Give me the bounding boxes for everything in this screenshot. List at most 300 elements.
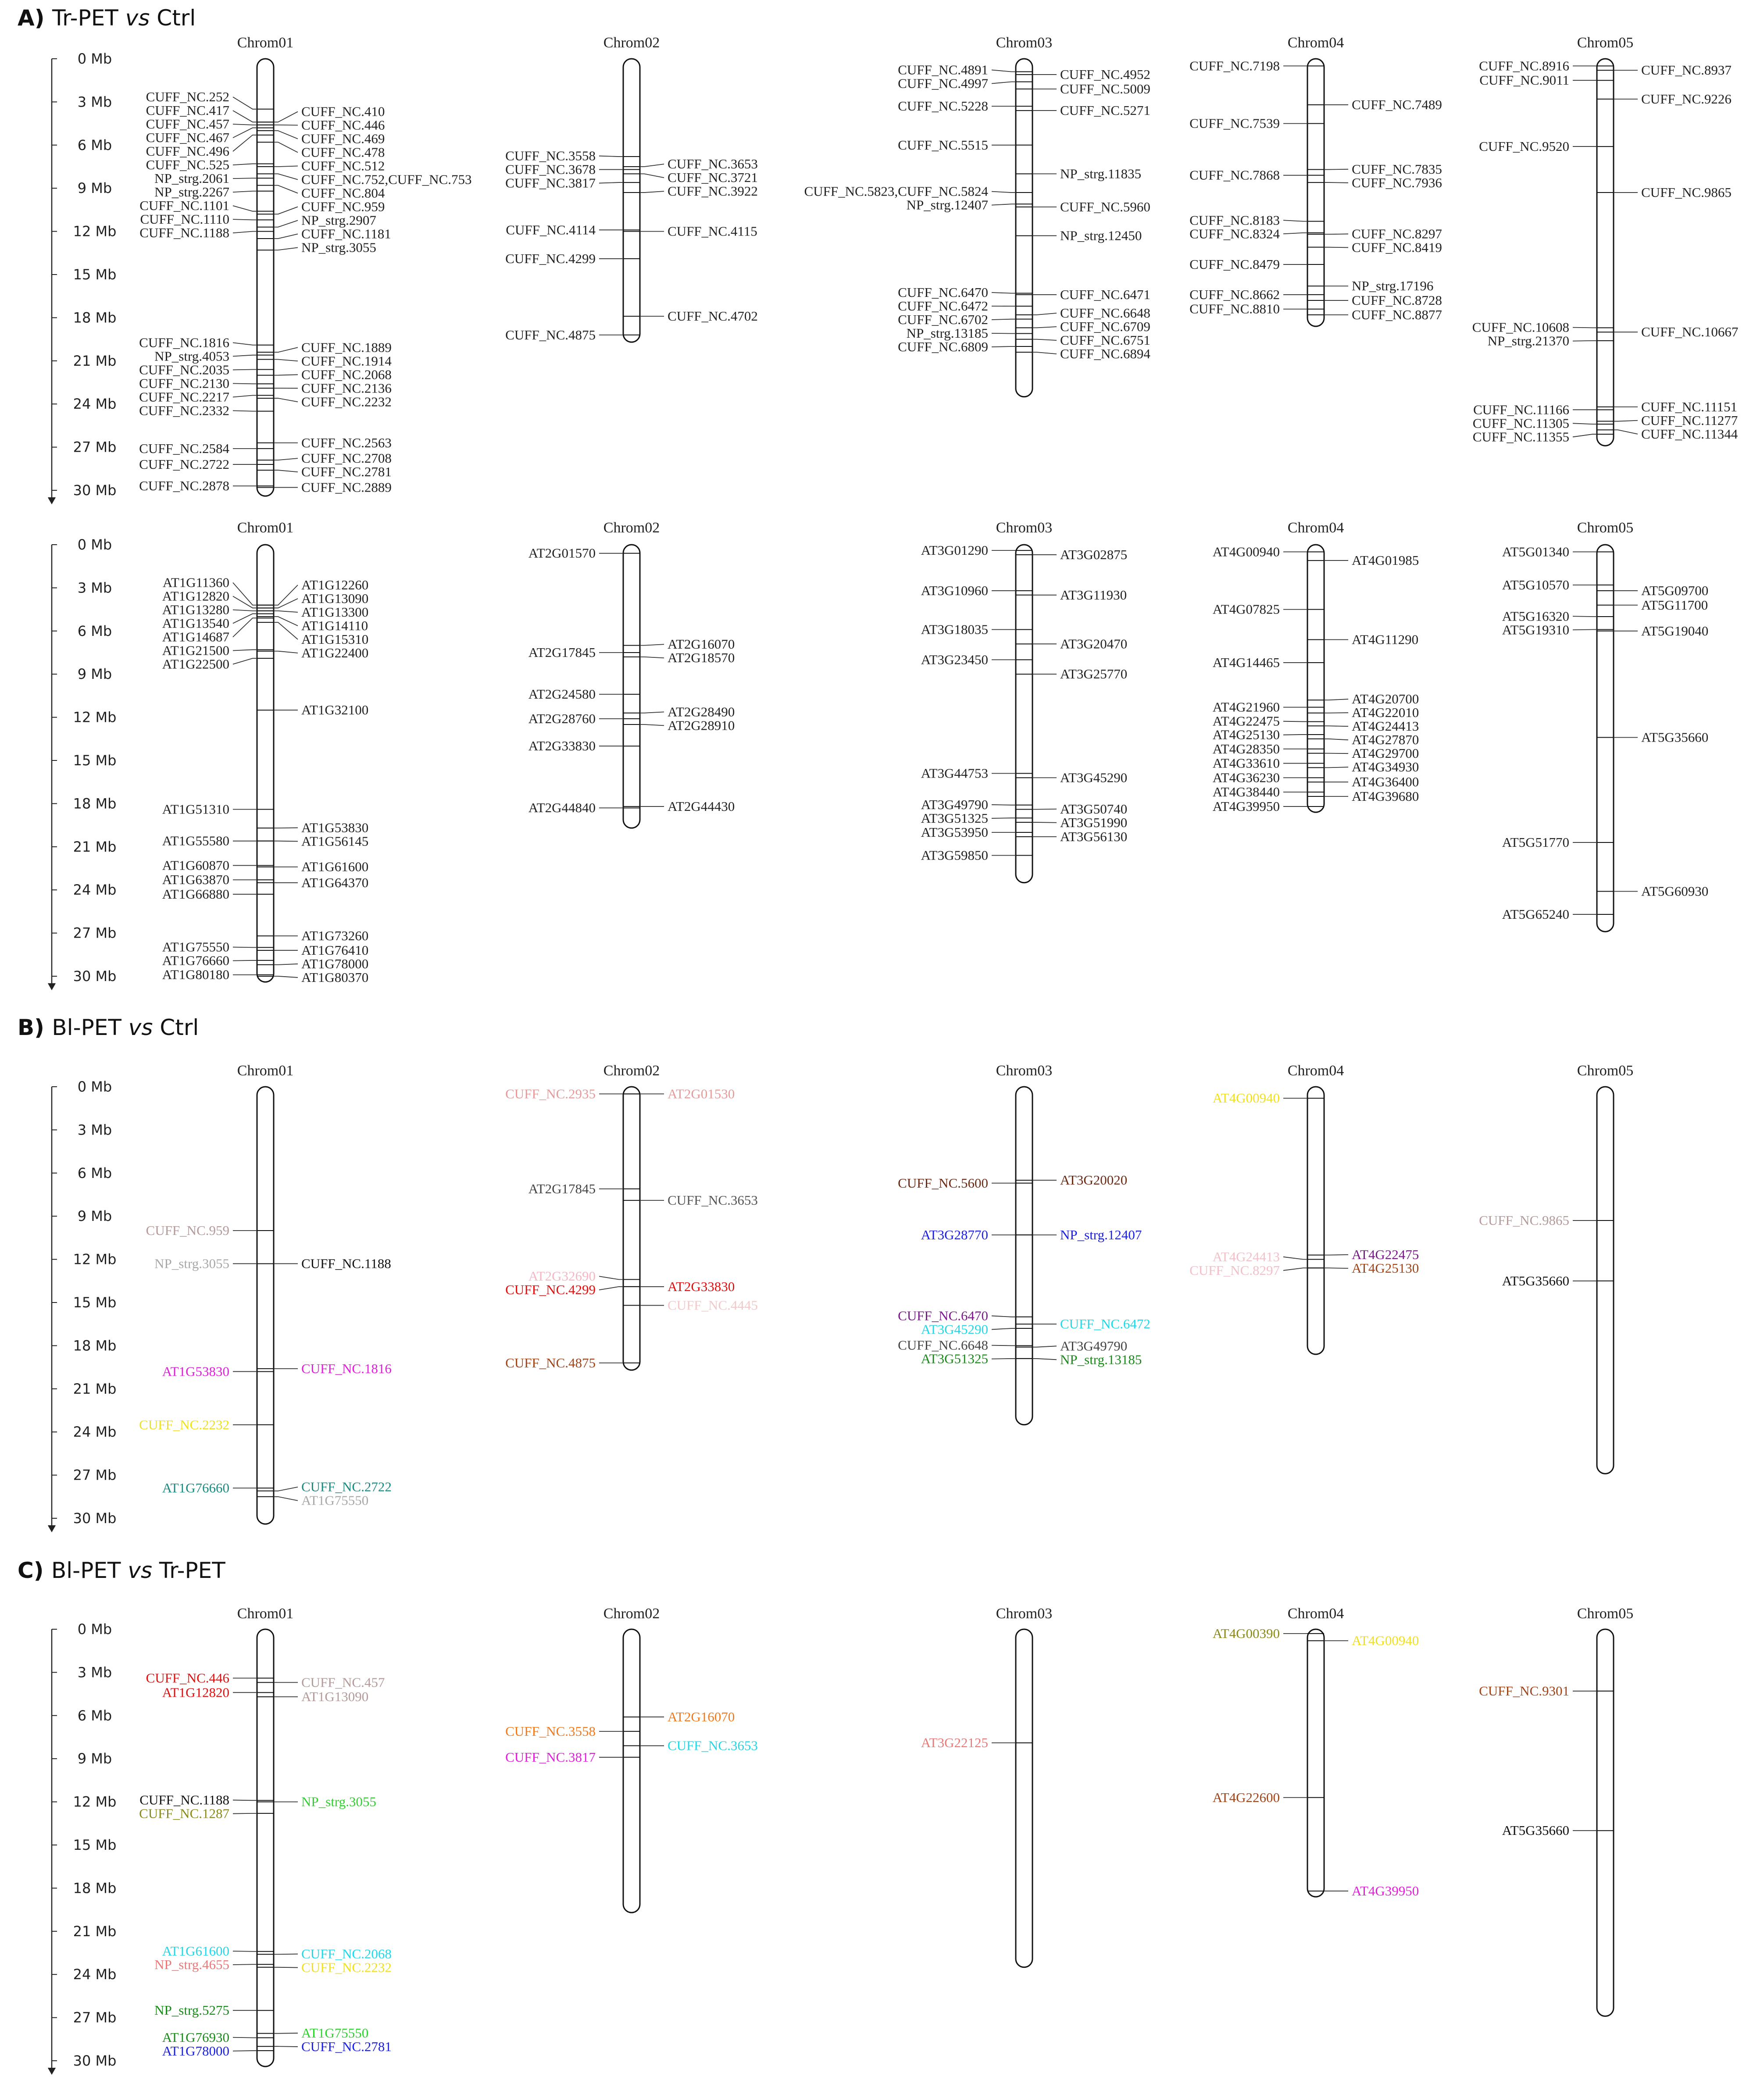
- gene-label: CUFF_NC.252: [146, 89, 229, 105]
- axis-tick-label: 18 Mb: [73, 309, 117, 326]
- panel-title-a: A) Tr-PET vs Ctrl: [18, 5, 196, 31]
- gene-leader: [274, 2033, 298, 2034]
- axis-tick-label: 0 Mb: [77, 50, 112, 67]
- chromosome-title: Chrom02: [603, 1606, 660, 1622]
- axis-tick-label: 30 Mb: [73, 968, 117, 985]
- gene-label: AT2G44840: [528, 800, 596, 816]
- gene-label: CUFF_NC.6472: [1060, 1316, 1150, 1332]
- gene-label: NP_strg.3055: [301, 1794, 376, 1809]
- gene-label: AT4G22010: [1352, 705, 1419, 721]
- gene-label: NP_strg.2907: [301, 212, 376, 228]
- gene-label: AT1G73260: [301, 928, 369, 944]
- chromosome-chrom02: [505, 35, 758, 343]
- axis-tick-label: 24 Mb: [73, 881, 117, 899]
- axis-tick-label: 0 Mb: [77, 1621, 112, 1638]
- gene-leader: [233, 128, 257, 138]
- gene-label: AT2G44430: [668, 798, 735, 814]
- mb-axis: [48, 1078, 116, 1531]
- chromosome-title: Chrom03: [996, 1063, 1053, 1079]
- gene-label: AT5G19040: [1641, 623, 1709, 639]
- chromosome-chrom03: [898, 1063, 1150, 1425]
- gene-label: AT3G45290: [921, 1321, 988, 1337]
- gene-label: CUFF_NC.8916: [1479, 58, 1569, 74]
- gene-leader: [1032, 313, 1057, 315]
- gene-label: AT1G15310: [301, 631, 369, 647]
- gene-label: AT4G22475: [1212, 713, 1280, 729]
- chromosome-body: [1597, 1087, 1614, 1474]
- axis-tick-label: 3 Mb: [77, 1664, 112, 1681]
- gene-label: CUFF_NC.417: [146, 103, 229, 118]
- gene-label: AT4G28350: [1212, 741, 1280, 757]
- gene-label: CUFF_NC.5823,CUFF_NC.5824: [804, 183, 988, 199]
- gene-label: AT3G56130: [1060, 828, 1128, 844]
- gene-label: NP_strg.17196: [1352, 278, 1434, 294]
- axis-tick-label: 21 Mb: [73, 1380, 117, 1397]
- gene-leader: [274, 186, 298, 193]
- gene-label: CUFF_NC.3653: [668, 1738, 758, 1753]
- gene-leader: [1324, 753, 1348, 754]
- gene-leader: [274, 964, 298, 965]
- gene-label: CUFF_NC.5009: [1060, 81, 1150, 96]
- gene-leader: [233, 206, 257, 211]
- chromosome-body: [1307, 1629, 1324, 1897]
- chromosome-title: Chrom03: [996, 1606, 1053, 1622]
- gene-label: CUFF_NC.2232: [301, 394, 392, 410]
- gene-label: CUFF_NC.804: [301, 185, 385, 201]
- axis-tick-label: 12 Mb: [73, 1793, 117, 1810]
- chromosome-body: [1307, 545, 1324, 812]
- chromosome-title: Chrom04: [1287, 35, 1344, 51]
- gene-label: CUFF_NC.446: [301, 117, 385, 133]
- gene-label: AT1G32100: [301, 702, 369, 718]
- gene-label: NP_strg.12407: [1060, 1227, 1142, 1242]
- gene-label: CUFF_NC.2068: [301, 1946, 392, 1962]
- gene-label: CUFF_NC.4891: [898, 62, 988, 78]
- gene-leader: [1573, 434, 1597, 437]
- gene-label: CUFF_NC.9301: [1479, 1683, 1569, 1699]
- gene-label: CUFF_NC.4875: [505, 1355, 596, 1370]
- gene-label: AT1G63870: [162, 872, 229, 888]
- gene-label: CUFF_NC.2136: [301, 380, 392, 396]
- gene-label: CUFF_NC.9226: [1641, 91, 1732, 107]
- gene-leader: [233, 410, 257, 411]
- gene-leader: [640, 712, 664, 713]
- gene-leader: [1032, 352, 1057, 354]
- gene-label: AT4G39950: [1212, 798, 1280, 814]
- gene-leader: [1032, 339, 1057, 340]
- gene-leader: [233, 960, 257, 961]
- gene-leader: [1283, 1257, 1307, 1260]
- axis-arrow-icon: [48, 983, 55, 989]
- gene-leader: [274, 470, 298, 472]
- gene-label: CUFF_NC.2130: [139, 375, 229, 391]
- gene-leader: [274, 651, 298, 653]
- axis-tick-label: 3 Mb: [77, 1121, 112, 1138]
- gene-label: AT3G11930: [1060, 587, 1127, 603]
- chromosome-chrom05: [1479, 1606, 1633, 2016]
- chromosome-chrom04: [1213, 520, 1419, 814]
- gene-label: AT5G19310: [1502, 622, 1569, 638]
- gene-label: AT4G01985: [1352, 553, 1419, 568]
- chromosome-body: [623, 545, 640, 828]
- gene-label: AT4G22600: [1212, 1789, 1280, 1805]
- gene-label: NP_strg.2061: [154, 171, 229, 186]
- gene-label: AT5G35660: [1502, 1823, 1569, 1838]
- gene-label: AT4G25130: [1212, 727, 1280, 742]
- gene-label: CUFF_NC.8877: [1352, 307, 1442, 322]
- gene-label: CUFF_NC.457: [146, 116, 229, 132]
- gene-label: AT4G36400: [1352, 774, 1419, 790]
- gene-label: AT3G01290: [921, 542, 988, 558]
- gene-leader: [233, 396, 257, 397]
- chromosome-body: [257, 545, 274, 982]
- axis-tick-label: 6 Mb: [77, 1707, 112, 1724]
- gene-leader: [1324, 182, 1348, 183]
- gene-leader: [233, 596, 257, 608]
- gene-label: CUFF_NC.6470: [898, 284, 988, 300]
- chromosome-title: Chrom01: [237, 35, 294, 51]
- gene-label: CUFF_NC.446: [146, 1670, 229, 1686]
- gene-label: CUFF_NC.6472: [898, 298, 988, 314]
- axis-tick-label: 27 Mb: [73, 1467, 117, 1484]
- chromosome-title: Chrom01: [237, 1606, 294, 1622]
- gene-label: AT1G14110: [301, 617, 368, 633]
- gene-label: AT3G59850: [921, 847, 988, 863]
- gene-leader: [274, 617, 298, 626]
- axis-tick-label: 21 Mb: [73, 1923, 117, 1940]
- gene-leader: [599, 156, 623, 157]
- chromosome-title: Chrom04: [1287, 1063, 1344, 1079]
- gene-leader: [233, 614, 257, 623]
- gene-label: CUFF_NC.1816: [139, 335, 229, 350]
- gene-label: CUFF_NC.512: [301, 158, 385, 174]
- gene-label: NP_strg.2267: [154, 184, 229, 200]
- gene-label: NP_strg.3055: [154, 1256, 229, 1271]
- gene-label: CUFF_NC.6894: [1060, 346, 1150, 361]
- gene-leader: [233, 649, 257, 650]
- chromosome-chrom05: [1479, 1063, 1633, 1474]
- gene-leader: [233, 343, 257, 345]
- gene-leader: [1573, 423, 1597, 424]
- chromosome-body: [623, 1087, 640, 1370]
- gene-label: AT4G34930: [1352, 759, 1419, 775]
- gene-label: CUFF_NC.9865: [1641, 185, 1732, 200]
- chromosome-chrom02: [505, 1063, 758, 1370]
- gene-leader: [274, 841, 298, 842]
- gene-label: AT1G76410: [301, 942, 369, 958]
- chromosome-title: Chrom05: [1577, 520, 1634, 536]
- gene-label: AT3G51325: [921, 1351, 988, 1367]
- axis-tick-label: 0 Mb: [77, 536, 112, 553]
- gene-label: AT1G12820: [162, 588, 229, 604]
- gene-leader: [274, 2046, 298, 2047]
- gene-label: AT5G65240: [1502, 906, 1569, 922]
- gene-label: CUFF_NC.4299: [505, 250, 596, 266]
- gene-label: CUFF_NC.9520: [1479, 139, 1569, 154]
- gene-label: CUFF_NC.3817: [505, 175, 596, 191]
- gene-label: CUFF_NC.2781: [301, 464, 392, 480]
- gene-label: AT1G75550: [301, 2025, 369, 2041]
- gene-leader: [274, 234, 298, 239]
- gene-label: CUFF_NC.6648: [1060, 305, 1150, 321]
- gene-label: CUFF_NC.7868: [1189, 167, 1280, 183]
- chromosome-title: Chrom05: [1577, 1606, 1634, 1622]
- gene-label: CUFF_NC.7489: [1352, 96, 1442, 112]
- gene-label: AT4G07825: [1212, 601, 1280, 617]
- gene-leader: [640, 724, 664, 725]
- gene-label: CUFF_NC.1188: [301, 1256, 391, 1271]
- axis-tick-label: 18 Mb: [73, 1880, 117, 1897]
- gene-leader: [233, 369, 257, 370]
- gene-label: CUFF_NC.469: [301, 131, 385, 146]
- axis-tick-label: 21 Mb: [73, 838, 117, 855]
- gene-label: AT1G76660: [162, 953, 229, 968]
- gene-label: NP_strg.13185: [906, 325, 988, 341]
- gene-leader: [274, 131, 298, 139]
- gene-label: CUFF_NC.4114: [506, 222, 596, 238]
- gene-leader: [274, 611, 298, 612]
- gene-label: AT3G20020: [1060, 1172, 1128, 1188]
- gene-label: AT1G61600: [301, 859, 369, 874]
- gene-label: CUFF_NC.1188: [139, 225, 229, 241]
- gene-label: AT4G38440: [1212, 784, 1280, 800]
- axis-tick-label: 0 Mb: [77, 1078, 112, 1095]
- gene-label: CUFF_NC.5271: [1060, 103, 1150, 118]
- gene-label: AT3G49790: [921, 796, 988, 812]
- gene-label: AT3G51325: [921, 810, 988, 826]
- gene-leader: [274, 112, 298, 122]
- gene-label: CUFF_NC.2935: [505, 1086, 596, 1102]
- gene-leader: [1283, 220, 1307, 221]
- gene-leader: [274, 976, 298, 978]
- gene-label: CUFF_NC.4445: [668, 1297, 758, 1313]
- gene-label: NP_strg.3055: [301, 239, 376, 255]
- gene-label: AT4G20700: [1352, 691, 1419, 707]
- gene-leader: [1032, 1359, 1057, 1360]
- gene-label: AT3G53950: [921, 824, 988, 840]
- gene-label: AT1G53830: [162, 1363, 229, 1379]
- gene-leader: [233, 618, 257, 637]
- axis-tick-label: 30 Mb: [73, 1510, 117, 1527]
- gene-leader: [992, 70, 1016, 72]
- gene-leader: [599, 1276, 623, 1279]
- gene-leader: [640, 164, 664, 167]
- axis-tick-label: 15 Mb: [73, 1837, 117, 1853]
- chromosome-title: Chrom03: [996, 520, 1053, 536]
- gene-label: CUFF_NC.4952: [1060, 67, 1150, 82]
- chromosome-title: Chrom01: [237, 1063, 294, 1079]
- gene-leader: [274, 248, 298, 250]
- chromosome-body: [1307, 1087, 1324, 1354]
- gene-leader: [992, 82, 1016, 83]
- gene-label: AT2G17845: [528, 1181, 596, 1196]
- gene-label: AT2G28490: [668, 704, 735, 720]
- chromosome-body: [1597, 59, 1614, 446]
- gene-leader: [640, 191, 664, 193]
- gene-leader: [1283, 1268, 1307, 1270]
- gene-leader: [640, 174, 664, 178]
- gene-label: AT4G00940: [1352, 1633, 1419, 1649]
- chromosome-chrom01: [162, 520, 369, 985]
- gene-label: CUFF_NC.1816: [301, 1360, 392, 1376]
- gene-leader: [992, 319, 1016, 320]
- gene-label: AT3G50740: [1060, 801, 1128, 817]
- gene-label: AT4G24413: [1212, 1249, 1280, 1264]
- gene-leader: [1032, 1346, 1057, 1347]
- gene-leader: [233, 355, 257, 357]
- chromosome-chrom05: [1472, 35, 1739, 446]
- gene-label: AT5G35660: [1502, 1273, 1569, 1288]
- gene-label: AT1G13090: [301, 1689, 369, 1705]
- gene-leader: [233, 658, 257, 664]
- gene-label: AT4G21960: [1212, 699, 1280, 715]
- chromosome-chrom05: [1502, 520, 1709, 931]
- gene-label: CUFF_NC.6702: [898, 311, 988, 327]
- gene-label: AT2G16070: [668, 1709, 735, 1725]
- gene-label: AT1G64370: [301, 874, 369, 890]
- gene-leader: [274, 622, 298, 639]
- gene-leader: [1032, 327, 1057, 328]
- chromosome-chrom04: [1213, 1606, 1419, 1898]
- gene-label: CUFF_NC.11277: [1641, 412, 1738, 428]
- gene-label: CUFF_NC.2563: [301, 435, 392, 450]
- gene-label: AT1G12820: [162, 1684, 229, 1700]
- chromosome-chrom01: [139, 1606, 392, 2066]
- gene-label: CUFF_NC.2889: [301, 479, 392, 495]
- gene-leader: [274, 174, 298, 179]
- gene-label: CUFF_NC.11166: [1473, 402, 1569, 418]
- gene-leader: [233, 97, 257, 109]
- gene-leader: [233, 232, 257, 233]
- gene-label: AT5G16320: [1502, 608, 1569, 624]
- chromosome-title: Chrom02: [603, 520, 660, 536]
- gene-leader: [1283, 721, 1307, 722]
- gene-label: CUFF_NC.3817: [505, 1749, 596, 1765]
- gene-label: CUFF_NC.959: [301, 199, 385, 214]
- gene-label: NP_strg.13185: [1060, 1352, 1142, 1367]
- gene-label: AT4G36230: [1212, 770, 1280, 785]
- gene-label: CUFF_NC.5600: [898, 1175, 988, 1191]
- gene-label: CUFF_NC.3653: [668, 1192, 758, 1208]
- gene-leader: [274, 599, 298, 608]
- gene-label: NP_strg.12450: [1060, 228, 1142, 243]
- gene-leader: [992, 1328, 1016, 1329]
- chromosome-body: [623, 1629, 640, 1913]
- chromosome-body: [1016, 1629, 1032, 1967]
- gene-leader: [992, 192, 1016, 193]
- gene-label: AT3G25770: [1060, 666, 1128, 682]
- gene-label: CUFF_NC.6471: [1060, 286, 1150, 302]
- gene-label: AT4G00940: [1212, 1090, 1280, 1106]
- gene-label: CUFF_NC.8479: [1189, 257, 1280, 272]
- gene-label: CUFF_NC.2781: [301, 2038, 392, 2054]
- mb-axis: [48, 50, 116, 503]
- gene-label: AT1G11360: [162, 575, 229, 590]
- gene-label: CUFF_NC.1188: [139, 1792, 229, 1808]
- gene-label: CUFF_NC.3721: [668, 170, 758, 186]
- axis-tick-label: 12 Mb: [73, 1251, 117, 1268]
- axis-tick-label: 15 Mb: [73, 266, 117, 283]
- chromosome-body: [623, 59, 640, 342]
- gene-label: CUFF_NC.2232: [301, 1959, 392, 1975]
- gene-label: AT4G39680: [1352, 789, 1419, 804]
- gene-leader: [1614, 430, 1638, 434]
- gene-leader: [1324, 247, 1348, 248]
- gene-label: CUFF_NC.4997: [898, 75, 988, 91]
- axis-tick-label: 21 Mb: [73, 352, 117, 369]
- axis-arrow-icon: [48, 1525, 55, 1531]
- gene-leader: [233, 135, 257, 151]
- gene-label: CUFF_NC.8419: [1352, 239, 1442, 255]
- gene-leader: [992, 346, 1016, 347]
- gene-leader: [599, 182, 623, 183]
- gene-label: NP_strg.4053: [154, 348, 229, 364]
- gene-label: AT1G22500: [162, 656, 229, 672]
- gene-leader: [640, 644, 664, 645]
- gene-label: CUFF_NC.2708: [301, 450, 392, 466]
- chromosome-title: Chrom04: [1287, 1606, 1344, 1622]
- gene-label: CUFF_NC.1914: [301, 353, 392, 369]
- chromosome-chrom04: [1189, 1063, 1419, 1354]
- chromosome-chrom04: [1189, 35, 1442, 326]
- gene-label: CUFF_NC.4115: [668, 223, 757, 239]
- chromosome-title: Chrom05: [1577, 1063, 1634, 1079]
- gene-leader: [1324, 169, 1348, 170]
- chromosome-chrom03: [804, 35, 1151, 397]
- gene-label: AT5G09700: [1641, 582, 1709, 598]
- gene-label: CUFF_NC.2217: [139, 389, 229, 405]
- gene-leader: [640, 657, 664, 658]
- gene-label: AT1G60870: [162, 857, 229, 873]
- gene-label: CUFF_NC.1287: [139, 1806, 229, 1821]
- gene-label: CUFF_NC.8297: [1189, 1262, 1280, 1278]
- gene-label: AT4G00940: [1212, 544, 1280, 560]
- gene-leader: [233, 111, 257, 122]
- gene-label: CUFF_NC.2584: [139, 440, 229, 456]
- chromosome-body: [1597, 1629, 1614, 2016]
- axis-tick-label: 30 Mb: [73, 2052, 117, 2069]
- axis-tick-label: 9 Mb: [77, 180, 112, 197]
- axis-tick-label: 6 Mb: [77, 622, 112, 639]
- gene-label: AT1G78000: [301, 956, 369, 971]
- gene-label: AT1G80370: [301, 969, 369, 985]
- gene-label: AT1G13280: [162, 602, 229, 617]
- gene-leader: [274, 207, 298, 214]
- gene-leader: [233, 582, 257, 605]
- gene-leader: [599, 1287, 623, 1290]
- gene-label: AT3G10960: [921, 582, 988, 598]
- gene-label: CUFF_NC.2035: [139, 362, 229, 378]
- chromosome-title: Chrom01: [237, 520, 294, 536]
- gene-label: CUFF_NC.1889: [301, 339, 392, 355]
- axis-tick-label: 3 Mb: [77, 579, 112, 596]
- chromosome-title: Chrom05: [1577, 35, 1634, 51]
- gene-label: AT2G28760: [528, 710, 596, 726]
- gene-leader: [233, 383, 257, 384]
- gene-label: CUFF_NC.5515: [898, 137, 988, 153]
- gene-label: AT3G18035: [921, 621, 988, 637]
- chromosome-title: Chrom02: [603, 1063, 660, 1079]
- gene-label: AT4G14465: [1212, 654, 1280, 670]
- gene-label: CUFF_NC.8937: [1641, 62, 1732, 78]
- gene-label: CUFF_NC.6709: [1060, 318, 1150, 334]
- gene-label: AT2G32690: [528, 1268, 596, 1284]
- gene-label: CUFF_NC.7198: [1189, 58, 1280, 74]
- gene-leader: [1324, 739, 1348, 740]
- gene-label: AT4G11290: [1352, 632, 1419, 647]
- gene-label: AT5G11700: [1641, 597, 1708, 613]
- gene-label: AT1G13300: [301, 604, 369, 620]
